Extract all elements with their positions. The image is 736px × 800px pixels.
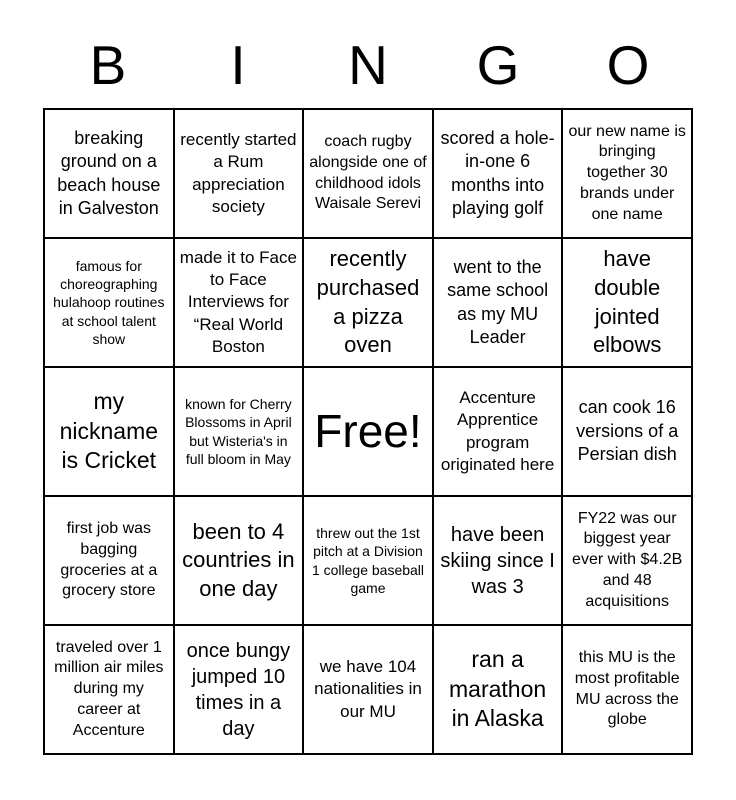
bingo-cell-text: once bungy jumped 10 times in a day [186,639,291,740]
bingo-cell-text: have been skiing since I was 3 [440,523,555,598]
bingo-title [43,34,693,96]
bingo-grid [43,108,693,755]
bingo-cell-r4c2[interactable] [175,497,303,624]
bingo-cell-r1c1[interactable] [45,110,173,237]
bingo-letter-o: O [606,34,650,96]
bingo-cell-text: this MU is the most profitable MU across the globe [574,648,680,729]
bingo-cell-free[interactable] [304,368,432,495]
bingo-cell-r2c5[interactable] [563,239,691,366]
bingo-cell-text: threw out the 1st pitch at a Division 1 college baseball game [311,525,425,596]
bingo-cell-text: been to 4 countries in one day [182,518,295,601]
bingo-cell-text: recently purchased a pizza oven [316,246,420,358]
bingo-cell-text: first job was bagging groceries at a grocery store [60,519,158,600]
bingo-cell-text: ran a marathon in Alaska [449,645,547,732]
bingo-cell-text: have double jointed elbows [592,246,662,358]
bingo-cell-r5c2[interactable] [175,626,303,753]
bingo-cell-text: went to the same school as my MU Leader [447,256,549,347]
bingo-cell-r4c4[interactable] [434,497,562,624]
bingo-letter-n: N [348,34,388,96]
bingo-cell-text: famous for choreographing hulahoop routines at school talent show [53,258,165,347]
bingo-letter-g: G [476,34,520,96]
bingo-cell-r4c5[interactable] [563,497,691,624]
bingo-cell-r5c1[interactable] [45,626,173,753]
bingo-cell-text: our new name is bringing together 30 brands under one name [568,122,686,223]
bingo-cell-text: my nickname is Cricket [59,387,159,474]
bingo-cell-text: coach rugby alongside one of childhood idols Waisale Serevi [309,132,427,213]
bingo-cell-r3c2[interactable] [175,368,303,495]
bingo-cell-text: known for Cherry Blossoms in April but Wisteria's in full bloom in May [185,396,292,467]
bingo-cell-r1c2[interactable] [175,110,303,237]
bingo-cell-text: recently started a Rum appreciation society [180,130,297,216]
bingo-letter-i: I [230,34,246,96]
bingo-cell-r2c3[interactable] [304,239,432,366]
bingo-cell-r1c5[interactable] [563,110,691,237]
bingo-cell-r3c5[interactable] [563,368,691,495]
bingo-cell-r5c3[interactable] [304,626,432,753]
bingo-cell-r1c4[interactable] [434,110,562,237]
bingo-cell-r1c3[interactable] [304,110,432,237]
bingo-cell-text: breaking ground on a beach house in Galveston [57,127,161,218]
bingo-letter-b: B [89,34,127,96]
bingo-cell-text: traveled over 1 million air miles during my career at Accenture [54,638,164,739]
bingo-cell-r2c1[interactable] [45,239,173,366]
bingo-cell-text: made it to Face to Face Interviews for “Real World Boston [179,248,297,356]
bingo-cell-text: Accenture Apprentice program originated here [440,388,555,474]
bingo-cell-text: can cook 16 versions of a Persian dish [576,397,679,465]
bingo-cell-r3c1[interactable] [45,368,173,495]
bingo-cell-r4c1[interactable] [45,497,173,624]
bingo-cell-r4c3[interactable] [304,497,432,624]
bingo-cell-r2c4[interactable] [434,239,562,366]
bingo-cell-text: scored a hole-in-one 6 months into playing golf [440,127,555,218]
bingo-cell-r5c4[interactable] [434,626,562,753]
bingo-cell-r3c4[interactable] [434,368,562,495]
bingo-cell-text: we have 104 nationalities in our MU [314,657,422,721]
bingo-cell-r5c5[interactable] [563,626,691,753]
bingo-cell-r2c2[interactable] [175,239,303,366]
bingo-cell-text: FY22 was our biggest year ever with $4.2B and 48 acquisitions [572,509,683,610]
free-space-label: Free! [314,405,422,458]
